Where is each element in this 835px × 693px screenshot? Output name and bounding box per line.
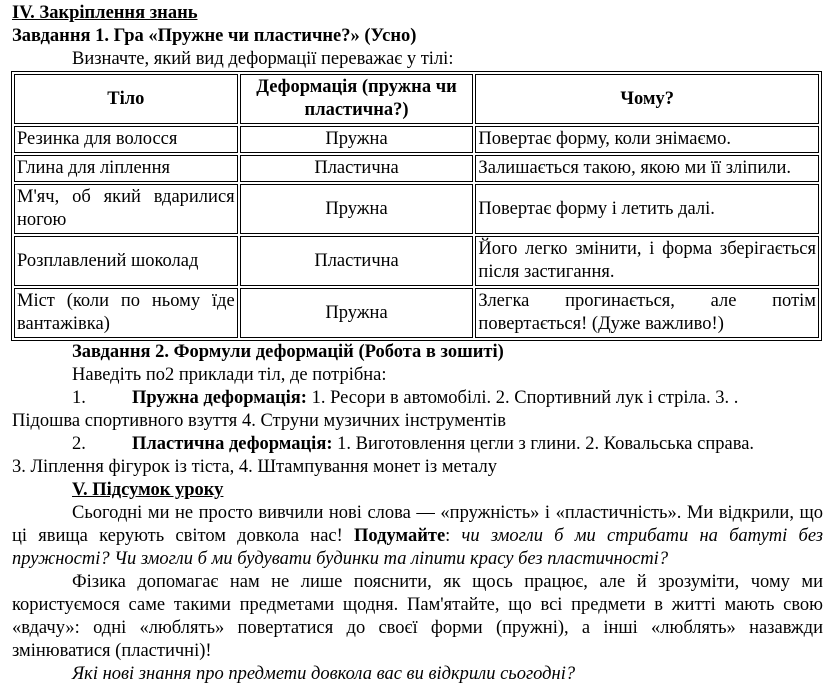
- task-1-title: Завдання 1. Гра «Пружне чи пластичне?» (Усно): [12, 26, 417, 46]
- cell-deformation: Пластична: [240, 236, 474, 286]
- table-row: [14, 236, 819, 286]
- table-row: [14, 184, 819, 234]
- table-header-row: [14, 74, 819, 124]
- cell-body: Розплавлений шоколад: [14, 236, 238, 286]
- cell-why: Повертає форму і летить далі.: [475, 184, 819, 234]
- list-number: 1.: [72, 388, 86, 408]
- header-why: Чому?: [475, 74, 819, 124]
- summary-text: Сьогодні ми не просто вивчили нові слова — «пружність» і «пластичність». Ми відкрили, що ці явища керують світом довкола нас!: [12, 503, 823, 546]
- table-row: [14, 288, 819, 338]
- summary-colon: :: [445, 526, 462, 546]
- cell-body: Глина для ліплення: [14, 155, 238, 182]
- cell-why: Його легко змінити, і форма зберігається після застигання.: [475, 236, 819, 286]
- cell-why: Злегка прогинається, але потім повертається! (Дуже важливо!): [475, 288, 819, 338]
- list-item-continuation: 3. Ліплення фігурок із тіста, 4. Штампування монет із металу: [12, 457, 497, 477]
- cell-why: Повертає форму, коли знімаємо.: [475, 126, 819, 153]
- header-body: Тіло: [14, 74, 238, 124]
- cell-body: Міст (коли по ньому їде вантажівка): [14, 288, 238, 338]
- cell-body: М'яч, об який вдарилися ногою: [14, 184, 238, 234]
- cell-deformation: Пружна: [240, 184, 474, 234]
- list-item-text: 1. Ресори в автомобілі. 2. Спортивний лук і стріла. 3. .: [306, 388, 739, 408]
- task-2-instruction: Наведіть по2 приклади тіл, де потрібна:: [72, 365, 387, 385]
- cell-deformation: Пластична: [240, 155, 474, 182]
- summary-bold: Подумайте: [354, 526, 446, 546]
- summary-question: чи змогли б ми стрибати на батуті без пружності? Чи змогли б ми будувати будинки та ліпити красу без пластичності?: [12, 526, 823, 569]
- list-item-label: Пружна деформація:: [132, 388, 307, 408]
- list-item: [12, 387, 823, 410]
- list-item-text: 1. Виготовлення цегли з глини. 2. Ковальська справа.: [332, 434, 755, 454]
- list-item-continuation: Підошва спортивного взуття 4. Струни музичних інструментів: [12, 411, 507, 431]
- table-row: [14, 126, 819, 153]
- section-4-title: IV. Закріплення знань: [12, 3, 198, 23]
- summary-paragraph-1: [12, 502, 823, 571]
- deformation-table: [11, 71, 822, 341]
- cell-deformation: Пружна: [240, 288, 474, 338]
- list-item: [12, 433, 823, 456]
- cell-body: Резинка для волосся: [14, 126, 238, 153]
- summary-paragraph-2: Фізика допомагає нам не лише пояснити, як щось працює, але й зрозуміти, чому ми користуємося саме такими предметами щодня. Пам'ятайте, що всі предмети в житті мають свою «вдачу»: одні «люблять» повертатися до своєї форми (пружні), а інші «люблять» назавжди змінюватися (пластичні)!: [12, 572, 823, 661]
- table-row: [14, 155, 819, 182]
- task-1-instruction: Визначте, який вид деформації переважає у тілі:: [72, 49, 454, 69]
- header-deformation: Деформація (пружна чи пластична?): [240, 74, 474, 124]
- task-2-title: Завдання 2. Формули деформацій (Робота в зошиті): [72, 342, 504, 362]
- list-number: 2.: [72, 434, 86, 454]
- cell-why: Залишається такою, якою ми її зліпили.: [475, 155, 819, 182]
- cell-deformation: Пружна: [240, 126, 474, 153]
- section-5-title: V. Підсумок уроку: [72, 480, 224, 500]
- list-item-label: Пластична деформація:: [132, 434, 333, 454]
- summary-final-question: Які нові знання про предмети довкола вас ви відкрили сьогодні?: [72, 664, 576, 684]
